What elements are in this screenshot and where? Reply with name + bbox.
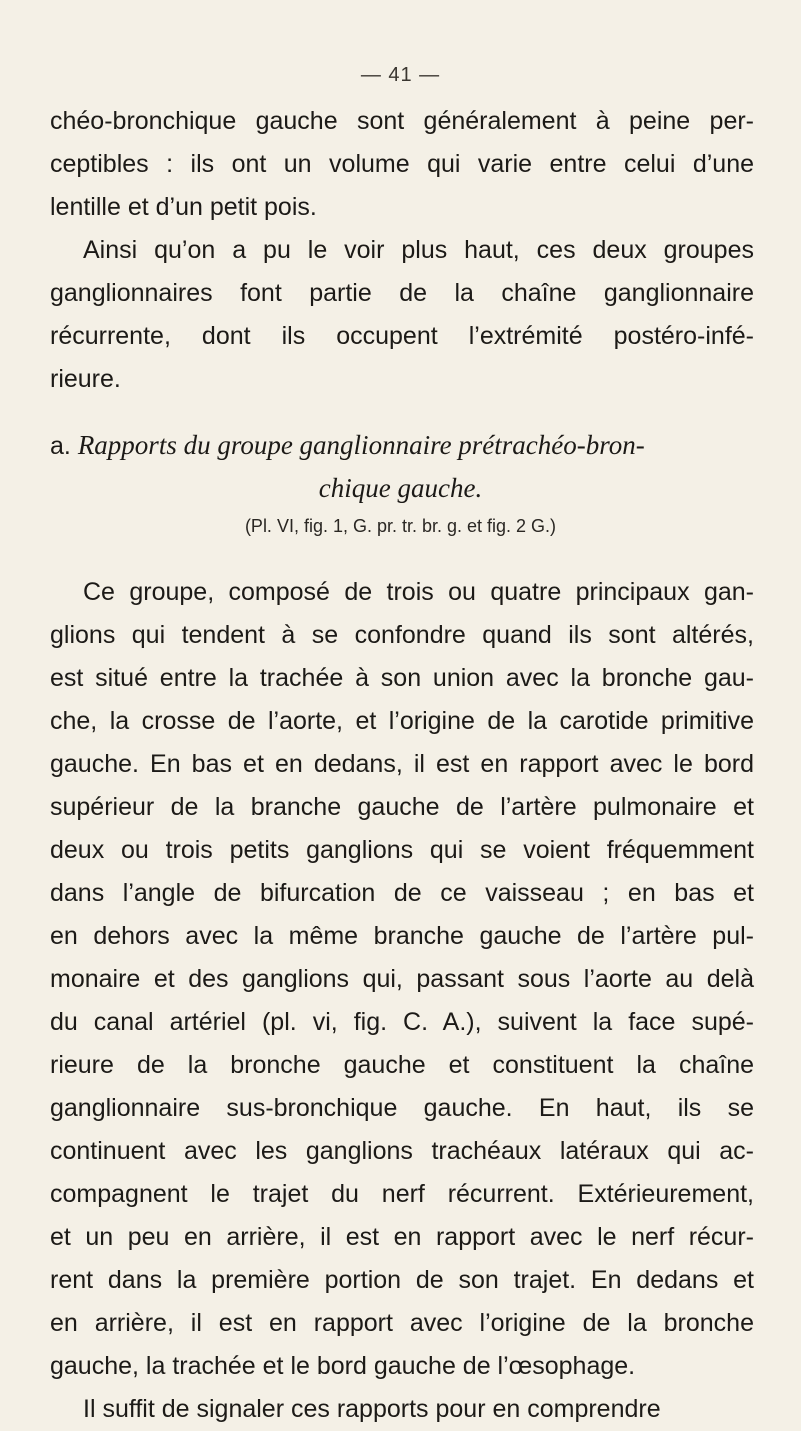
paragraph-line: Ainsi qu’on a pu le voir plus haut, ces deux groupes: [83, 236, 754, 264]
paragraph-line: ganglionnaires font partie de la chaîne ganglionnaire: [50, 279, 754, 307]
section-heading: [50, 423, 754, 468]
paragraph-line: chéo-bronchique gauche sont généralement à peine per-: [50, 107, 754, 135]
paragraph-line: en dehors avec la même branche gauche de l’artère pul-: [50, 922, 754, 950]
paragraph-line: est situé entre la trachée à son union avec la bronche gau-: [50, 664, 754, 692]
paragraph-line: ganglionnaire sus-bronchique gauche. En haut, ils se: [50, 1094, 754, 1122]
paragraph-line: deux ou trois petits ganglions qui se voient fréquemment: [50, 836, 754, 864]
page-number: — 41 —: [360, 64, 441, 86]
section-title-line2: chique gauche.: [318, 473, 483, 503]
paragraph-line: compagnent le trajet du nerf récurrent. Extérieurement,: [50, 1180, 754, 1208]
paragraph-line: gauche. En bas et en dedans, il est en rapport avec le bord: [50, 750, 754, 778]
paragraph-line: lentille et d’un petit pois.: [50, 193, 317, 221]
paragraph-line: rent dans la première portion de son trajet. En dedans et: [50, 1266, 754, 1294]
paragraph-line: en arrière, il est en rapport avec l’origine de la bronche: [50, 1309, 754, 1337]
paragraph-line: Il suffit de signaler ces rapports pour en comprendre: [83, 1395, 661, 1423]
paragraph-line: du canal artériel (pl. vi, fig. C. A.), suivent la face supé-: [50, 1008, 754, 1036]
paragraph-line: Ce groupe, composé de trois ou quatre principaux gan-: [83, 578, 754, 606]
section-marker: a.: [50, 432, 71, 460]
paragraph-line: monaire et des ganglions qui, passant sous l’aorte au delà: [50, 965, 754, 993]
figure-reference: (Pl. VI, fig. 1, G. pr. tr. br. g. et fig. 2 G.): [244, 516, 557, 536]
paragraph-line: ceptibles : ils ont un volume qui varie entre celui d’une: [50, 150, 754, 178]
paragraph-line: récurrente, dont ils occupent l’extrémité postéro-infé-: [50, 322, 754, 350]
paragraph-line: rieure de la bronche gauche et constituent la chaîne: [50, 1051, 754, 1079]
paragraph-line: et un peu en arrière, il est en rapport avec le nerf récur-: [50, 1223, 754, 1251]
paragraph-line: che, la crosse de l’aorte, et l’origine de la carotide primitive: [50, 707, 754, 735]
paragraph-line: gauche, la trachée et le bord gauche de l’œsophage.: [50, 1352, 636, 1380]
paragraph-line: glions qui tendent à se confondre quand ils sont altérés,: [50, 621, 754, 649]
section-title-line1: Rapports du groupe ganglionnaire prétrachéo-bron-: [77, 430, 645, 460]
paragraph-line: dans l’angle de bifurcation de ce vaisseau ; en bas et: [50, 879, 754, 907]
paragraph-line: rieure.: [50, 365, 121, 393]
paragraph-line: continuent avec les ganglions trachéaux latéraux qui ac-: [50, 1137, 754, 1165]
paragraph-line: supérieur de la branche gauche de l’artère pulmonaire et: [50, 793, 754, 821]
